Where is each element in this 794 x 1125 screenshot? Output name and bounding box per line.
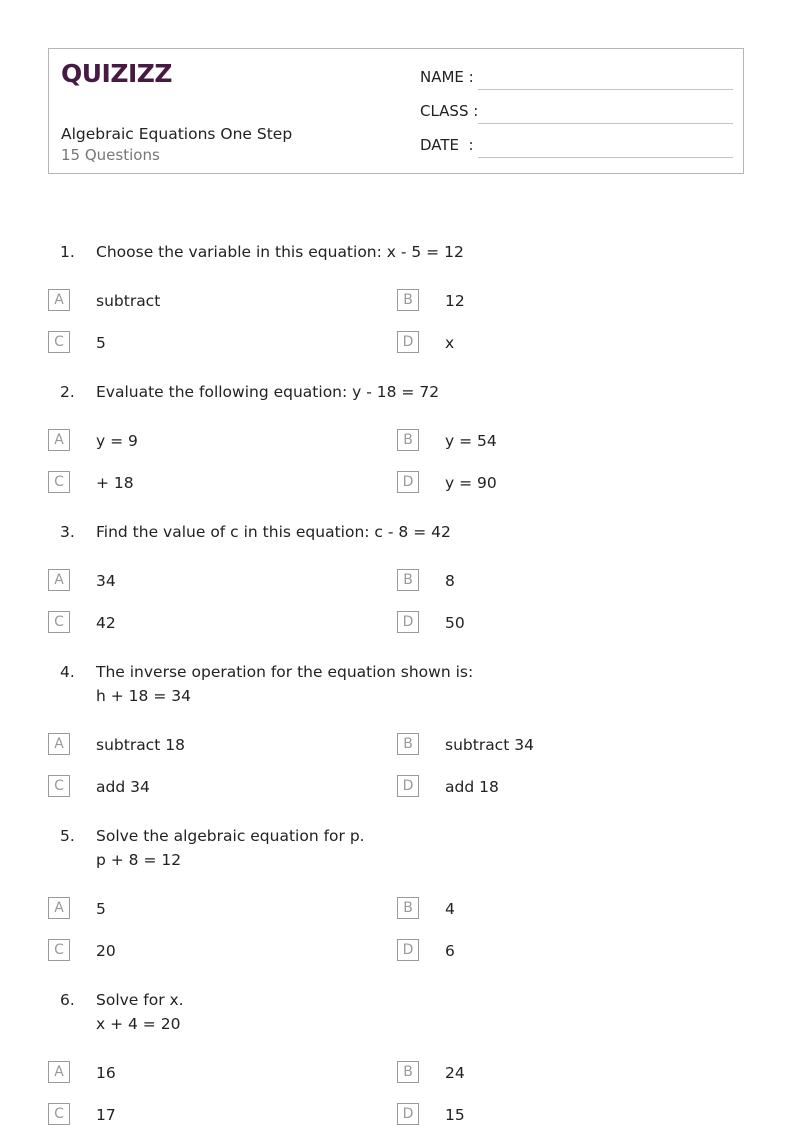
question-number: 1. [60,243,75,261]
option-d-text: 50 [445,614,465,632]
option-a-text: subtract 18 [96,736,185,754]
quizizz-logo: QUIZIZZ [61,59,173,88]
option-a-box[interactable]: A [48,429,70,451]
option-c-text: 20 [96,942,116,960]
option-b-box[interactable]: B [397,569,419,591]
question-line: Evaluate the following equation: y - 18 = 72 [96,383,440,401]
question-number: 4. [60,663,75,681]
question-line: Find the value of c in this equation: c - 8 = 42 [96,523,451,541]
option-d-box[interactable]: D [397,1103,419,1125]
option-c-box[interactable]: C [48,775,70,797]
date-field[interactable] [420,134,733,158]
option-d-text: y = 90 [445,474,497,492]
question-text [96,824,365,872]
option-a-box[interactable]: A [48,289,70,311]
option-a-text: 5 [96,900,106,918]
question-number: 6. [60,991,75,1009]
question-line: Solve the algebraic equation for p. [96,827,365,845]
option-a-text: 34 [96,572,116,590]
option-a-box[interactable]: A [48,733,70,755]
option-c-text: 5 [96,334,106,352]
name-label: NAME : [420,68,474,86]
option-c-box[interactable]: C [48,611,70,633]
date-label: DATE : [420,136,474,154]
option-d-text: 6 [445,942,455,960]
option-b-text: subtract 34 [445,736,534,754]
option-d-text: x [445,334,455,352]
question-line: The inverse operation for the equation shown is: [96,663,474,681]
option-a-box[interactable]: A [48,1061,70,1083]
class-line [478,123,733,124]
option-c-box[interactable]: C [48,939,70,961]
option-a-text: y = 9 [96,432,138,450]
class-field[interactable] [420,100,733,124]
question-line: Solve for x. [96,991,184,1009]
option-b-box[interactable]: B [397,733,419,755]
option-a-box[interactable]: A [48,897,70,919]
option-d-box[interactable]: D [397,939,419,961]
question-number: 3. [60,523,75,541]
option-b-text: y = 54 [445,432,497,450]
option-b-box[interactable]: B [397,289,419,311]
option-a-text: subtract [96,292,161,310]
option-a-box[interactable]: A [48,569,70,591]
question-text [96,240,464,264]
option-c-box[interactable]: C [48,471,70,493]
name-line [478,89,733,90]
date-line [478,157,733,158]
question-number: 5. [60,827,75,845]
option-d-box[interactable]: D [397,331,419,353]
option-c-text: 17 [96,1106,116,1124]
option-b-text: 24 [445,1064,465,1082]
question-line: h + 18 = 34 [96,687,191,705]
option-d-text: 15 [445,1106,465,1124]
option-b-text: 4 [445,900,455,918]
name-field[interactable] [420,66,733,90]
question-number: 2. [60,383,75,401]
option-d-text: add 18 [445,778,499,796]
question-count: 15 Questions [61,146,160,164]
question-text [96,988,184,1036]
question-text [96,660,473,708]
question-text [96,520,451,544]
option-c-text: + 18 [96,474,134,492]
question-line: p + 8 = 12 [96,851,182,869]
option-d-box[interactable]: D [397,471,419,493]
option-b-box[interactable]: B [397,429,419,451]
option-a-text: 16 [96,1064,116,1082]
worksheet-title: Algebraic Equations One Step [61,125,293,143]
worksheet-header [48,48,744,174]
option-b-box[interactable]: B [397,1061,419,1083]
option-b-box[interactable]: B [397,897,419,919]
question-line: x + 4 = 20 [96,1015,181,1033]
question-line: Choose the variable in this equation: x - 5 = 12 [96,243,464,261]
option-b-text: 12 [445,292,465,310]
question-text [96,380,439,404]
option-d-box[interactable]: D [397,775,419,797]
option-d-box[interactable]: D [397,611,419,633]
option-c-box[interactable]: C [48,331,70,353]
option-c-box[interactable]: C [48,1103,70,1125]
option-b-text: 8 [445,572,455,590]
class-label: CLASS : [420,102,479,120]
option-c-text: 42 [96,614,116,632]
option-c-text: add 34 [96,778,150,796]
